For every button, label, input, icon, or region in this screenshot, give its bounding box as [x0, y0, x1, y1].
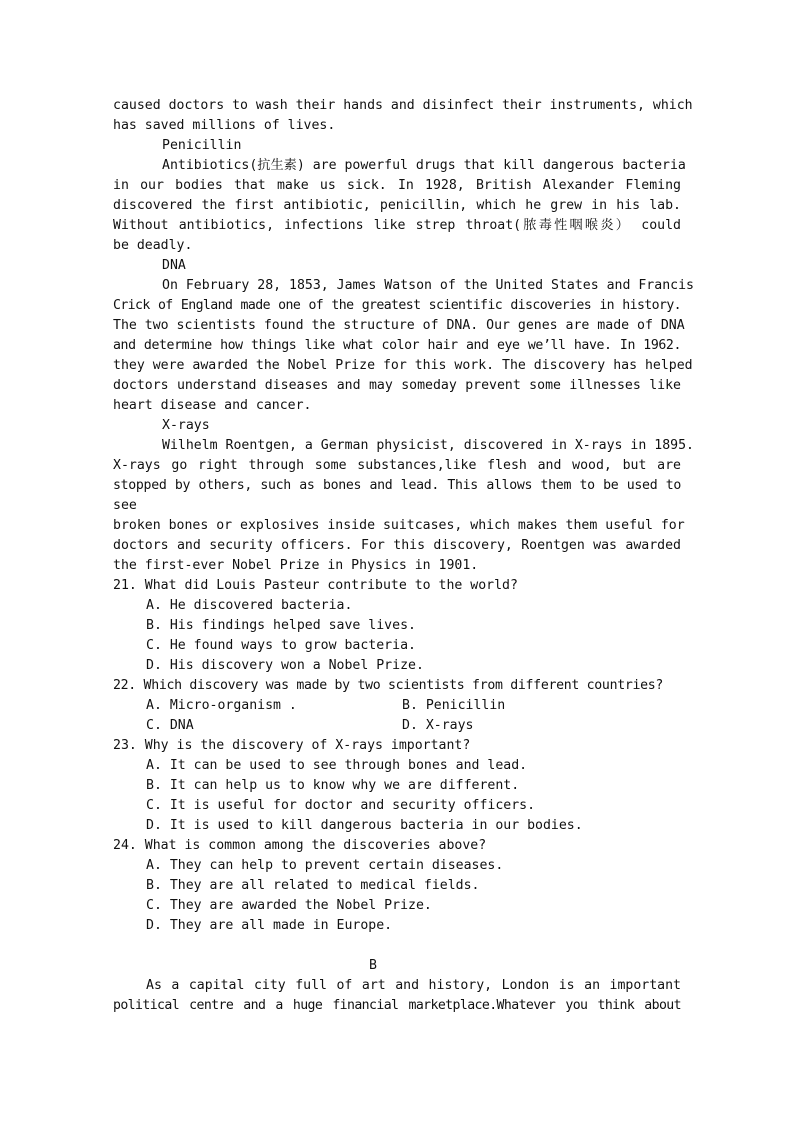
question-option: B. Penicillin	[402, 698, 506, 713]
section-heading-x-rays: X-rays	[162, 418, 210, 433]
question-option: A. They can help to prevent certain diseases.	[146, 858, 504, 873]
paragraph-line: Antibiotics(抗生素) are powerful drugs that kill dangerous bacteria	[162, 158, 686, 173]
question-stem-22: 22. Which discovery was made by two scientists from different countries?	[113, 678, 664, 693]
paragraph-line: The two scientists found the structure of DNA. Our genes are made of DNA	[113, 318, 685, 333]
section-heading-dna: DNA	[162, 258, 186, 273]
paragraph-line: doctors understand diseases and may someday prevent some illnesses like	[113, 378, 681, 393]
paragraph-line: be deadly.	[113, 238, 193, 253]
question-option: B. They are all related to medical fields.	[146, 878, 480, 893]
paragraph-line: Crick of England made one of the greatest scientific discoveries in history.	[113, 298, 681, 313]
question-stem-21: 21. What did Louis Pasteur contribute to the world?	[113, 578, 518, 593]
paragraph-line: they were awarded the Nobel Prize for this work. The discovery has helped	[113, 358, 693, 373]
question-option: A. Micro-organism .	[146, 698, 297, 713]
question-option: A. He discovered bacteria.	[146, 598, 353, 613]
paragraph-line: X-rays go right through some substances,like flesh and wood, but are	[113, 458, 681, 473]
paragraph-line: heart disease and cancer.	[113, 398, 312, 413]
paragraph-line: caused doctors to wash their hands and disinfect their instruments, which	[113, 98, 693, 113]
question-option: B. It can help us to know why we are different.	[146, 778, 520, 793]
question-option: C. They are awarded the Nobel Prize.	[146, 898, 432, 913]
paragraph-line: stopped by others, such as bones and lead. This allows them to be used to	[113, 478, 681, 493]
question-option: D. His discovery won a Nobel Prize.	[146, 658, 424, 673]
passage-label-b: B	[369, 958, 377, 973]
question-option: A. It can be used to see through bones and lead.	[146, 758, 528, 773]
paragraph-line: Wilhelm Roentgen, a German physicist, discovered in X-rays in 1895.	[162, 438, 694, 453]
question-option: B. His findings helped save lives.	[146, 618, 416, 633]
question-option: C. It is useful for doctor and security officers.	[146, 798, 536, 813]
question-option: D. It is used to kill dangerous bacteria in our bodies.	[146, 818, 583, 833]
question-option: D. They are all made in Europe.	[146, 918, 393, 933]
paragraph-line: see	[113, 498, 137, 513]
paragraph-line: and determine how things like what color hair and eye we’ll have. In 1962.	[113, 338, 681, 353]
paragraph-line: Without antibiotics, infections like strep throat(脓毒性咽喉炎） could	[113, 218, 681, 233]
paragraph-line: broken bones or explosives inside suitcases, which makes them useful for	[113, 518, 685, 533]
question-option: D. X-rays	[402, 718, 474, 733]
paragraph-line: doctors and security officers. For this discovery, Roentgen was awarded	[113, 538, 681, 553]
question-option: C. He found ways to grow bacteria.	[146, 638, 416, 653]
question-stem-23: 23. Why is the discovery of X-rays important?	[113, 738, 471, 753]
paragraph-line: in our bodies that make us sick. In 1928, British Alexander Fleming	[113, 178, 681, 193]
question-stem-24: 24. What is common among the discoveries above?	[113, 838, 487, 853]
section-heading-penicillin: Penicillin	[162, 138, 242, 153]
paragraph-line: has saved millions of lives.	[113, 118, 336, 133]
paragraph-line: political centre and a huge financial marketplace.Whatever you think about	[113, 998, 681, 1013]
paragraph-line: discovered the first antibiotic, penicillin, which he grew in his lab.	[113, 198, 681, 213]
paragraph-line: On February 28, 1853, James Watson of the United States and Francis	[162, 278, 694, 293]
question-option: C. DNA	[146, 718, 194, 733]
paragraph-line: the first-ever Nobel Prize in Physics in 1901.	[113, 558, 479, 573]
paragraph-line: As a capital city full of art and history, London is an important	[146, 978, 681, 993]
